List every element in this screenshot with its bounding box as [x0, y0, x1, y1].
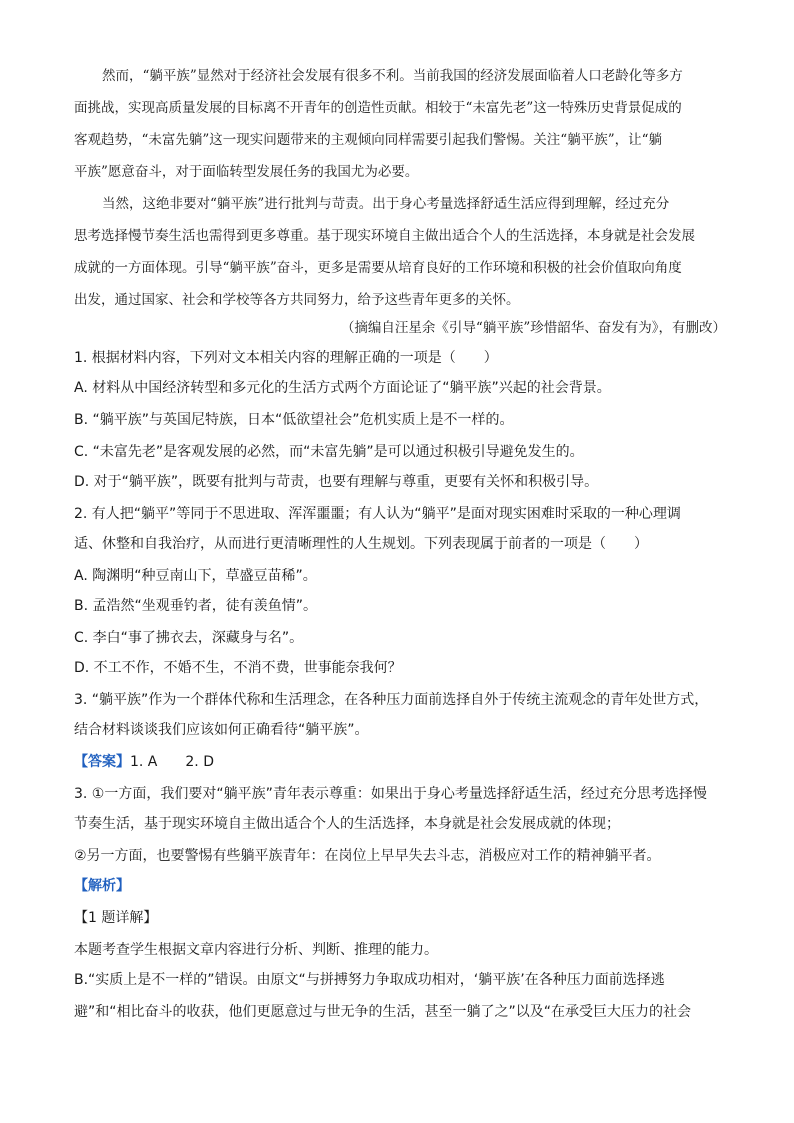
answer-row: [74, 752, 726, 772]
analysis-line: 避”和“相比奋斗的收获，他们更愿意过与世无争的生活，甚至一躺了之”以及“在承受巨大压力的社会: [74, 1004, 692, 1020]
passage-line: 然而，“躺平族”显然对于经济社会发展有很多不利。当前我国的经济发展面临着人口老龄化等多方: [102, 68, 683, 84]
analysis-detail-label: 【1 题详解】: [74, 910, 158, 926]
question-3-stem-line: 结合材料谈谈我们应该如何正确看待“躺平族”。: [74, 722, 369, 738]
question-2-option-d: D. 不工不作，不婚不生，不消不费，世事能奈我何？: [74, 660, 402, 676]
passage-line: 思考选择慢节奏生活也需得到更多尊重。基于现实环境自主做出适合个人的生活选择，本身就是社会发展: [74, 228, 695, 244]
answer-label: 【答案】: [74, 754, 130, 770]
answer-line: ②另一方面，也要警惕有些躺平族青年：在岗位上早早失去斗志，消极应对工作的精神躺平者。: [74, 848, 661, 864]
question-2-stem-line: 适、休整和自我治疗，从而进行更清晰理性的人生规划。下列表现属于前者的一项是（ ）: [74, 536, 648, 552]
question-3-stem-line: 3. “躺平族”作为一个群体代称和生活理念，在各种压力面前选择自外于传统主流观念的青年处世方式，: [74, 692, 709, 708]
analysis-line: 本题考查学生根据文章内容进行分析、判断、推理的能力。: [74, 942, 438, 958]
passage-line: 当然，这绝非要对“躺平族”进行批判与苛责。出于身心考量选择舒适生活应得到理解，经过充分: [102, 196, 670, 212]
question-2-stem-line: 2. 有人把“躺平”等同于不思进取、浑浑噩噩；有人认为“躺平”是面对现实困难时采取的一种心理调: [74, 506, 681, 522]
analysis-line: B.“实质上是不一样的”错误。由原文“与拼搏努力争取成功相对，‘躺平族’在各种压力面前选择逃: [74, 972, 665, 988]
passage-line: 面挑战，实现高质量发展的目标离不开青年的创造性贡献。相较于“未富先老”这一特殊历史背景促成的: [74, 100, 682, 116]
analysis-label: 【解析】: [74, 878, 130, 894]
passage-line: 客观趋势，“未富先躺”这一现实问题带来的主观倾向同样需要引起我们警惕。关注“躺平族”，让“躺: [74, 132, 663, 148]
passage-source: （摘编自汪星余《引导“躺平族”珍惜韶华、奋发有为》，有删改）: [340, 320, 726, 336]
answer-line: 3. ①一方面，我们要对“躺平族”青年表示尊重：如果出于身心考量选择舒适生活，经过充分思考选择慢: [74, 786, 707, 802]
passage-line: 出发，通过国家、社会和学校等各方共同努力，给予这些青年更多的关怀。: [74, 292, 520, 308]
question-1-stem: 1. 根据材料内容，下列对文本相关内容的理解正确的一项是（ ）: [74, 350, 498, 366]
answer-line: 节奏生活，基于现实环境自主做出适合个人的生活选择，本身就是社会发展成就的体现；: [74, 816, 620, 832]
question-1-option-a: A. 材料从中国经济转型和多元化的生活方式两个方面论证了“躺平族”兴起的社会背景。: [74, 380, 611, 396]
passage-line: 成就的一方面体现。引导“躺平族”奋斗，更多是需要从培育良好的工作环境和积极的社会价值取向角度: [74, 260, 682, 276]
question-2-option-b: B. 孟浩然“坐观垂钓者，徒有羡鱼情”。: [74, 598, 318, 614]
question-2-option-c: C. 李白“事了拂衣去，深藏身与名”。: [74, 630, 304, 646]
question-1-option-b: B. “躺平族”与英国尼特族，日本“低欲望社会”危机实质上是不一样的。: [74, 412, 514, 428]
question-2-option-a: A. 陶渊明“种豆南山下，草盛豆苗稀”。: [74, 568, 317, 584]
question-1-option-d: D. 对于“躺平族”，既要有批判与苛责，也要有理解与尊重，更要有关怀和积极引导。: [74, 474, 599, 490]
answer-short: 1. A 2. D: [130, 754, 214, 770]
question-1-option-c: C. “未富先老”是客观发展的必然，而“未富先躺”是可以通过积极引导避免发生的。: [74, 444, 584, 460]
passage-line: 平族”愿意奋斗，对于面临转型发展任务的我国尤为必要。: [74, 164, 419, 180]
